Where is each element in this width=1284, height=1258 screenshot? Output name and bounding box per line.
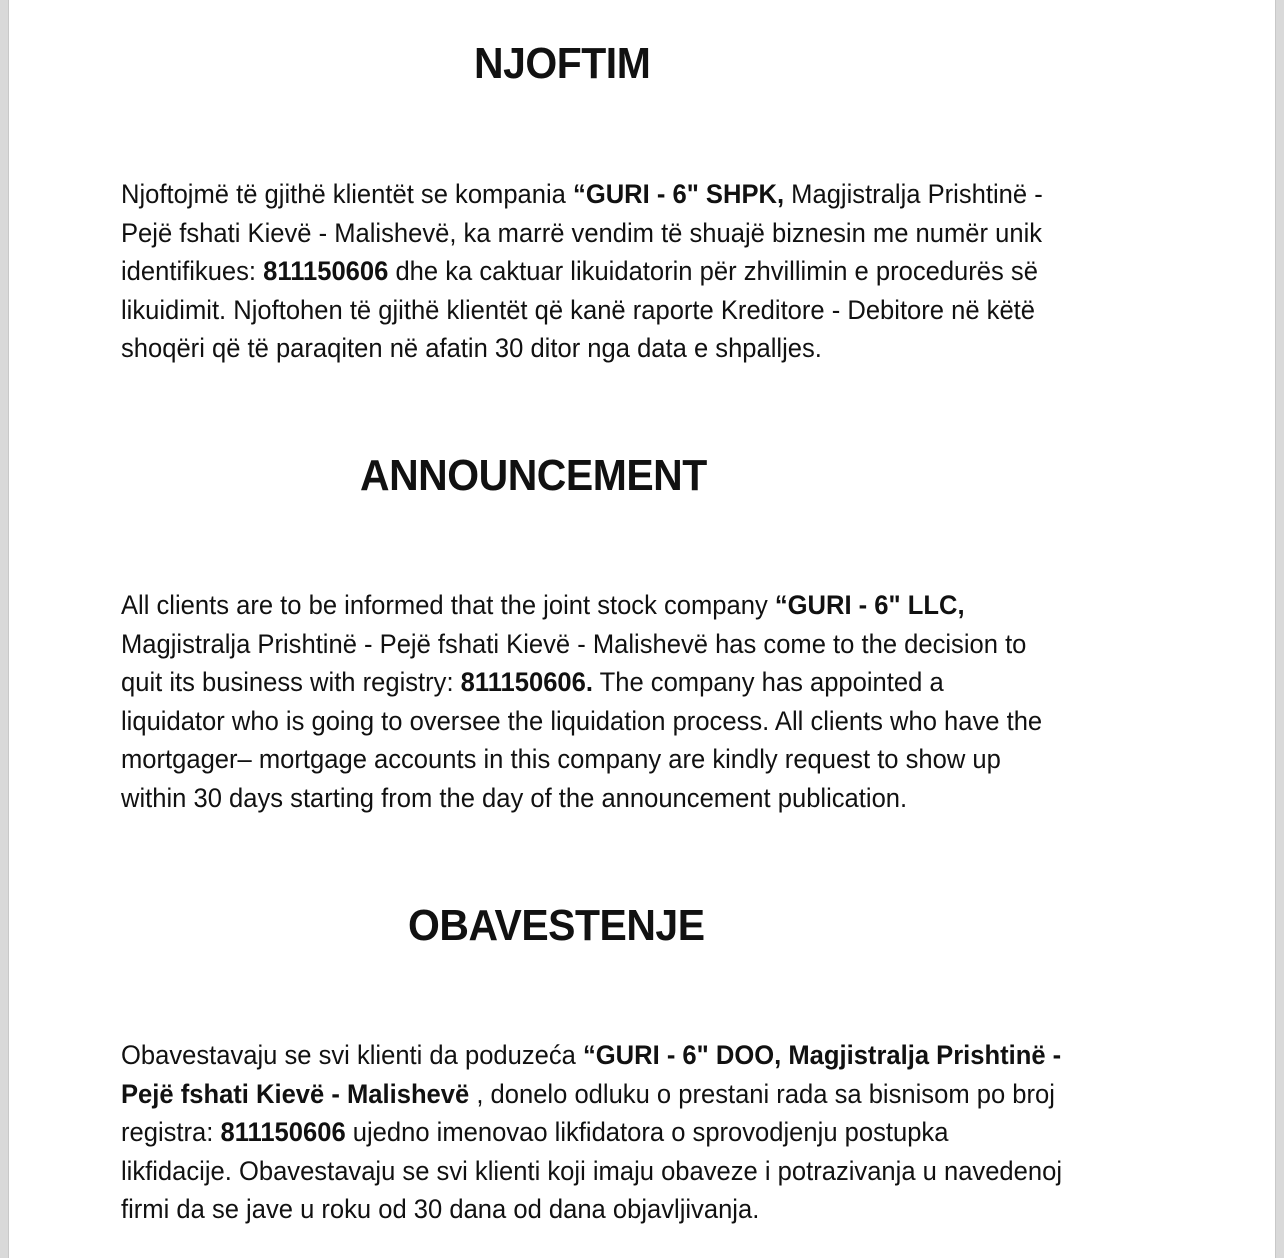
text-run: dhe ka caktuar likuidatorin për zhvillimin e procedurës së [388, 256, 1038, 286]
text-run: Magjistralja Prishtinë - [784, 179, 1043, 209]
text-run: , donelo odluku o prestani rada sa bisnisom po broj [469, 1078, 1055, 1109]
heading-obavestenje: OBAVESTENJE [408, 901, 705, 950]
bold-text: 811150606 [263, 256, 389, 286]
bold-text: “GURI - 6" LLC, [774, 590, 965, 620]
paragraph-serbian [121, 1036, 1163, 1229]
text-line [121, 1152, 1163, 1191]
text-run: ujedno imenovao likfidatora o sprovodjenju postupka [345, 1117, 949, 1147]
paragraph-albanian [121, 175, 1163, 368]
text-line [121, 1190, 1163, 1229]
text-run: Magjistralja Prishtinë - Pejë fshati Kievë - Malishevë has come to the decision to [121, 628, 1027, 659]
text-line [121, 1113, 1163, 1152]
text-line [121, 214, 1163, 253]
text-run: Njoftojmë të gjithë klientët se kompania [121, 179, 574, 209]
text-line [121, 1036, 1163, 1075]
text-run: firmi da se jave u roku od 30 dana od dana objavljivanja. [121, 1194, 760, 1224]
bold-text: “GURI - 6" DOO, Magjistralja Prishtinë - [582, 1040, 1062, 1070]
document-page [8, 0, 1276, 1258]
paragraph-english [121, 586, 1163, 817]
text-run: Pejë fshati Kievë - Malishevë, ka marrë vendim të shuajë biznesin me numër unik [121, 217, 1043, 248]
text-run: registra: [121, 1117, 221, 1147]
bold-text: 811150606. [460, 667, 593, 697]
text-line [121, 329, 1163, 368]
text-line [121, 291, 1163, 330]
text-run: Obavestavaju se svi klienti da poduzeća [121, 1040, 583, 1070]
text-run: identifikues: [121, 256, 264, 286]
text-line [121, 779, 1163, 818]
bold-text: “GURI - 6" SHPK, [573, 179, 785, 209]
heading-announcement: ANNOUNCEMENT [360, 451, 707, 500]
text-line [121, 1075, 1163, 1114]
text-line [121, 663, 1163, 702]
text-run: likuidimit. Njoftohen të gjithë klientët që kanë raporte Kreditore - Debitore në këtë [121, 294, 1036, 325]
text-run: shoqëri që të paraqiten në afatin 30 ditor nga data e shpalljes. [121, 333, 822, 363]
text-run: likfidacije. Obavestavaju se svi klienti koji imaju obaveze i potrazivanja u navedenoj [121, 1155, 1063, 1186]
text-run: liquidator who is going to oversee the liquidation process. All clients who have the [121, 705, 1043, 736]
text-run: quit its business with registry: [121, 667, 461, 697]
text-line [121, 702, 1163, 741]
text-line [121, 625, 1163, 664]
bold-text: Pejë fshati Kievë - Malishevë [121, 1078, 470, 1109]
text-line [121, 740, 1163, 779]
heading-njoftim: NJOFTIM [474, 39, 651, 88]
text-line [121, 252, 1163, 291]
text-run: All clients are to be informed that the joint stock company [121, 590, 775, 620]
bold-text: 811150606 [220, 1117, 346, 1147]
text-line [121, 175, 1163, 214]
text-run: within 30 days starting from the day of the announcement publication. [121, 782, 908, 813]
text-run: The company has appointed a [592, 667, 944, 697]
text-run: mortgager– mortgage accounts in this company are kindly request to show up [121, 744, 1001, 774]
text-line [121, 586, 1163, 625]
